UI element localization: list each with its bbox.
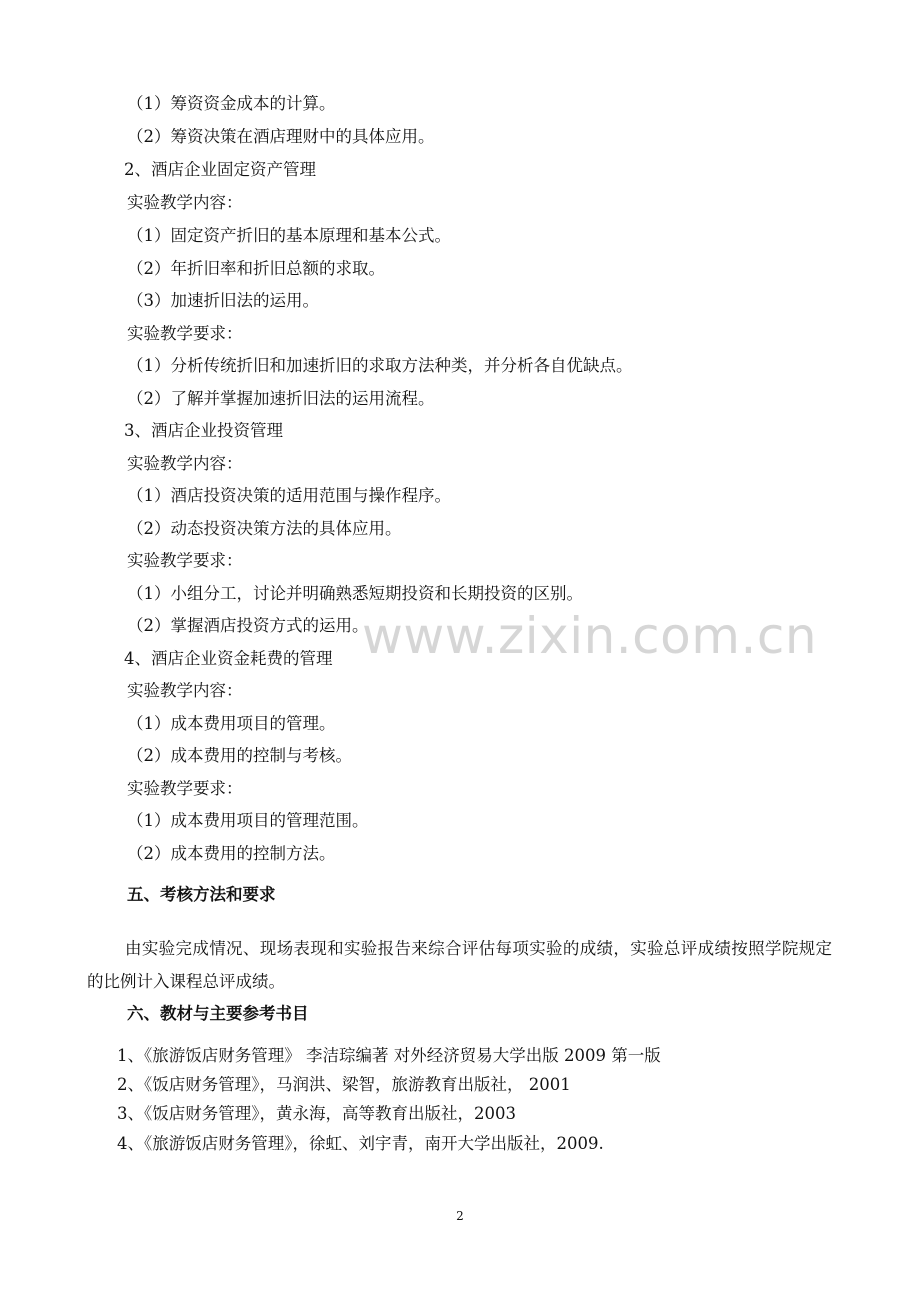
text-line: （2）筹资决策在酒店理财中的具体应用。 bbox=[127, 127, 435, 146]
reference-item: 4、《旅游饭店财务管理》，徐虹、刘宇青，南开大学出版社，2009. bbox=[117, 1134, 604, 1153]
text-line: （2）动态投资决策方法的具体应用。 bbox=[127, 519, 402, 538]
label-content: 实验教学内容： bbox=[127, 193, 243, 212]
page-number: 2 bbox=[456, 1209, 464, 1223]
section-heading-references: 六、教材与主要参考书目 bbox=[127, 1004, 309, 1023]
text-line: （1）固定资产折旧的基本原理和基本公式。 bbox=[127, 226, 451, 245]
text-line: （3）加速折旧法的运用。 bbox=[127, 291, 319, 310]
subsection-title: 3、酒店企业投资管理 bbox=[124, 421, 283, 440]
reference-item: 3、《饭店财务管理》，黄永海，高等教育出版社，2003 bbox=[117, 1104, 516, 1123]
text-line: （1）成本费用项目的管理范围。 bbox=[127, 811, 369, 830]
text-line: （1）酒店投资决策的适用范围与操作程序。 bbox=[127, 486, 451, 505]
text-line: （2）年折旧率和折旧总额的求取。 bbox=[127, 259, 385, 278]
text-line: （1）小组分工，讨论并明确熟悉短期投资和长期投资的区别。 bbox=[127, 584, 583, 603]
assessment-paragraph: 由实验完成情况、现场表现和实验报告来综合评估每项实验的成绩，实验总评成绩按照学院规定的比例计入课程总评成绩。 bbox=[87, 939, 832, 991]
subsection-title: 2、酒店企业固定资产管理 bbox=[124, 160, 316, 179]
label-content: 实验教学内容： bbox=[127, 454, 243, 473]
text-line: （2）成本费用的控制与考核。 bbox=[127, 746, 352, 765]
subsection-title: 4、酒店企业资金耗费的管理 bbox=[124, 649, 333, 668]
watermark: www.zixin.com.cn bbox=[362, 607, 818, 665]
text-line: （1）筹资资金成本的计算。 bbox=[127, 94, 336, 113]
text-line: （1）分析传统折旧和加速折旧的求取方法种类，并分析各自优缺点。 bbox=[127, 356, 633, 375]
label-requirements: 实验教学要求： bbox=[127, 779, 243, 798]
text-line: （2）成本费用的控制方法。 bbox=[127, 844, 336, 863]
label-content: 实验教学内容： bbox=[127, 681, 243, 700]
text-line: （2）了解并掌握加速折旧法的运用流程。 bbox=[127, 389, 435, 408]
label-requirements: 实验教学要求： bbox=[127, 551, 243, 570]
text-line: （1）成本费用项目的管理。 bbox=[127, 714, 336, 733]
label-requirements: 实验教学要求： bbox=[127, 324, 243, 343]
reference-item: 2、《饭店财务管理》，马润洪、梁智，旅游教育出版社， 2001 bbox=[117, 1075, 571, 1094]
reference-item: 1、《旅游饭店财务管理》 李洁琮编著 对外经济贸易大学出版 2009 第一版 bbox=[117, 1046, 661, 1065]
text-line: （2）掌握酒店投资方式的运用。 bbox=[127, 616, 369, 635]
section-heading-assessment: 五、考核方法和要求 bbox=[127, 885, 276, 904]
